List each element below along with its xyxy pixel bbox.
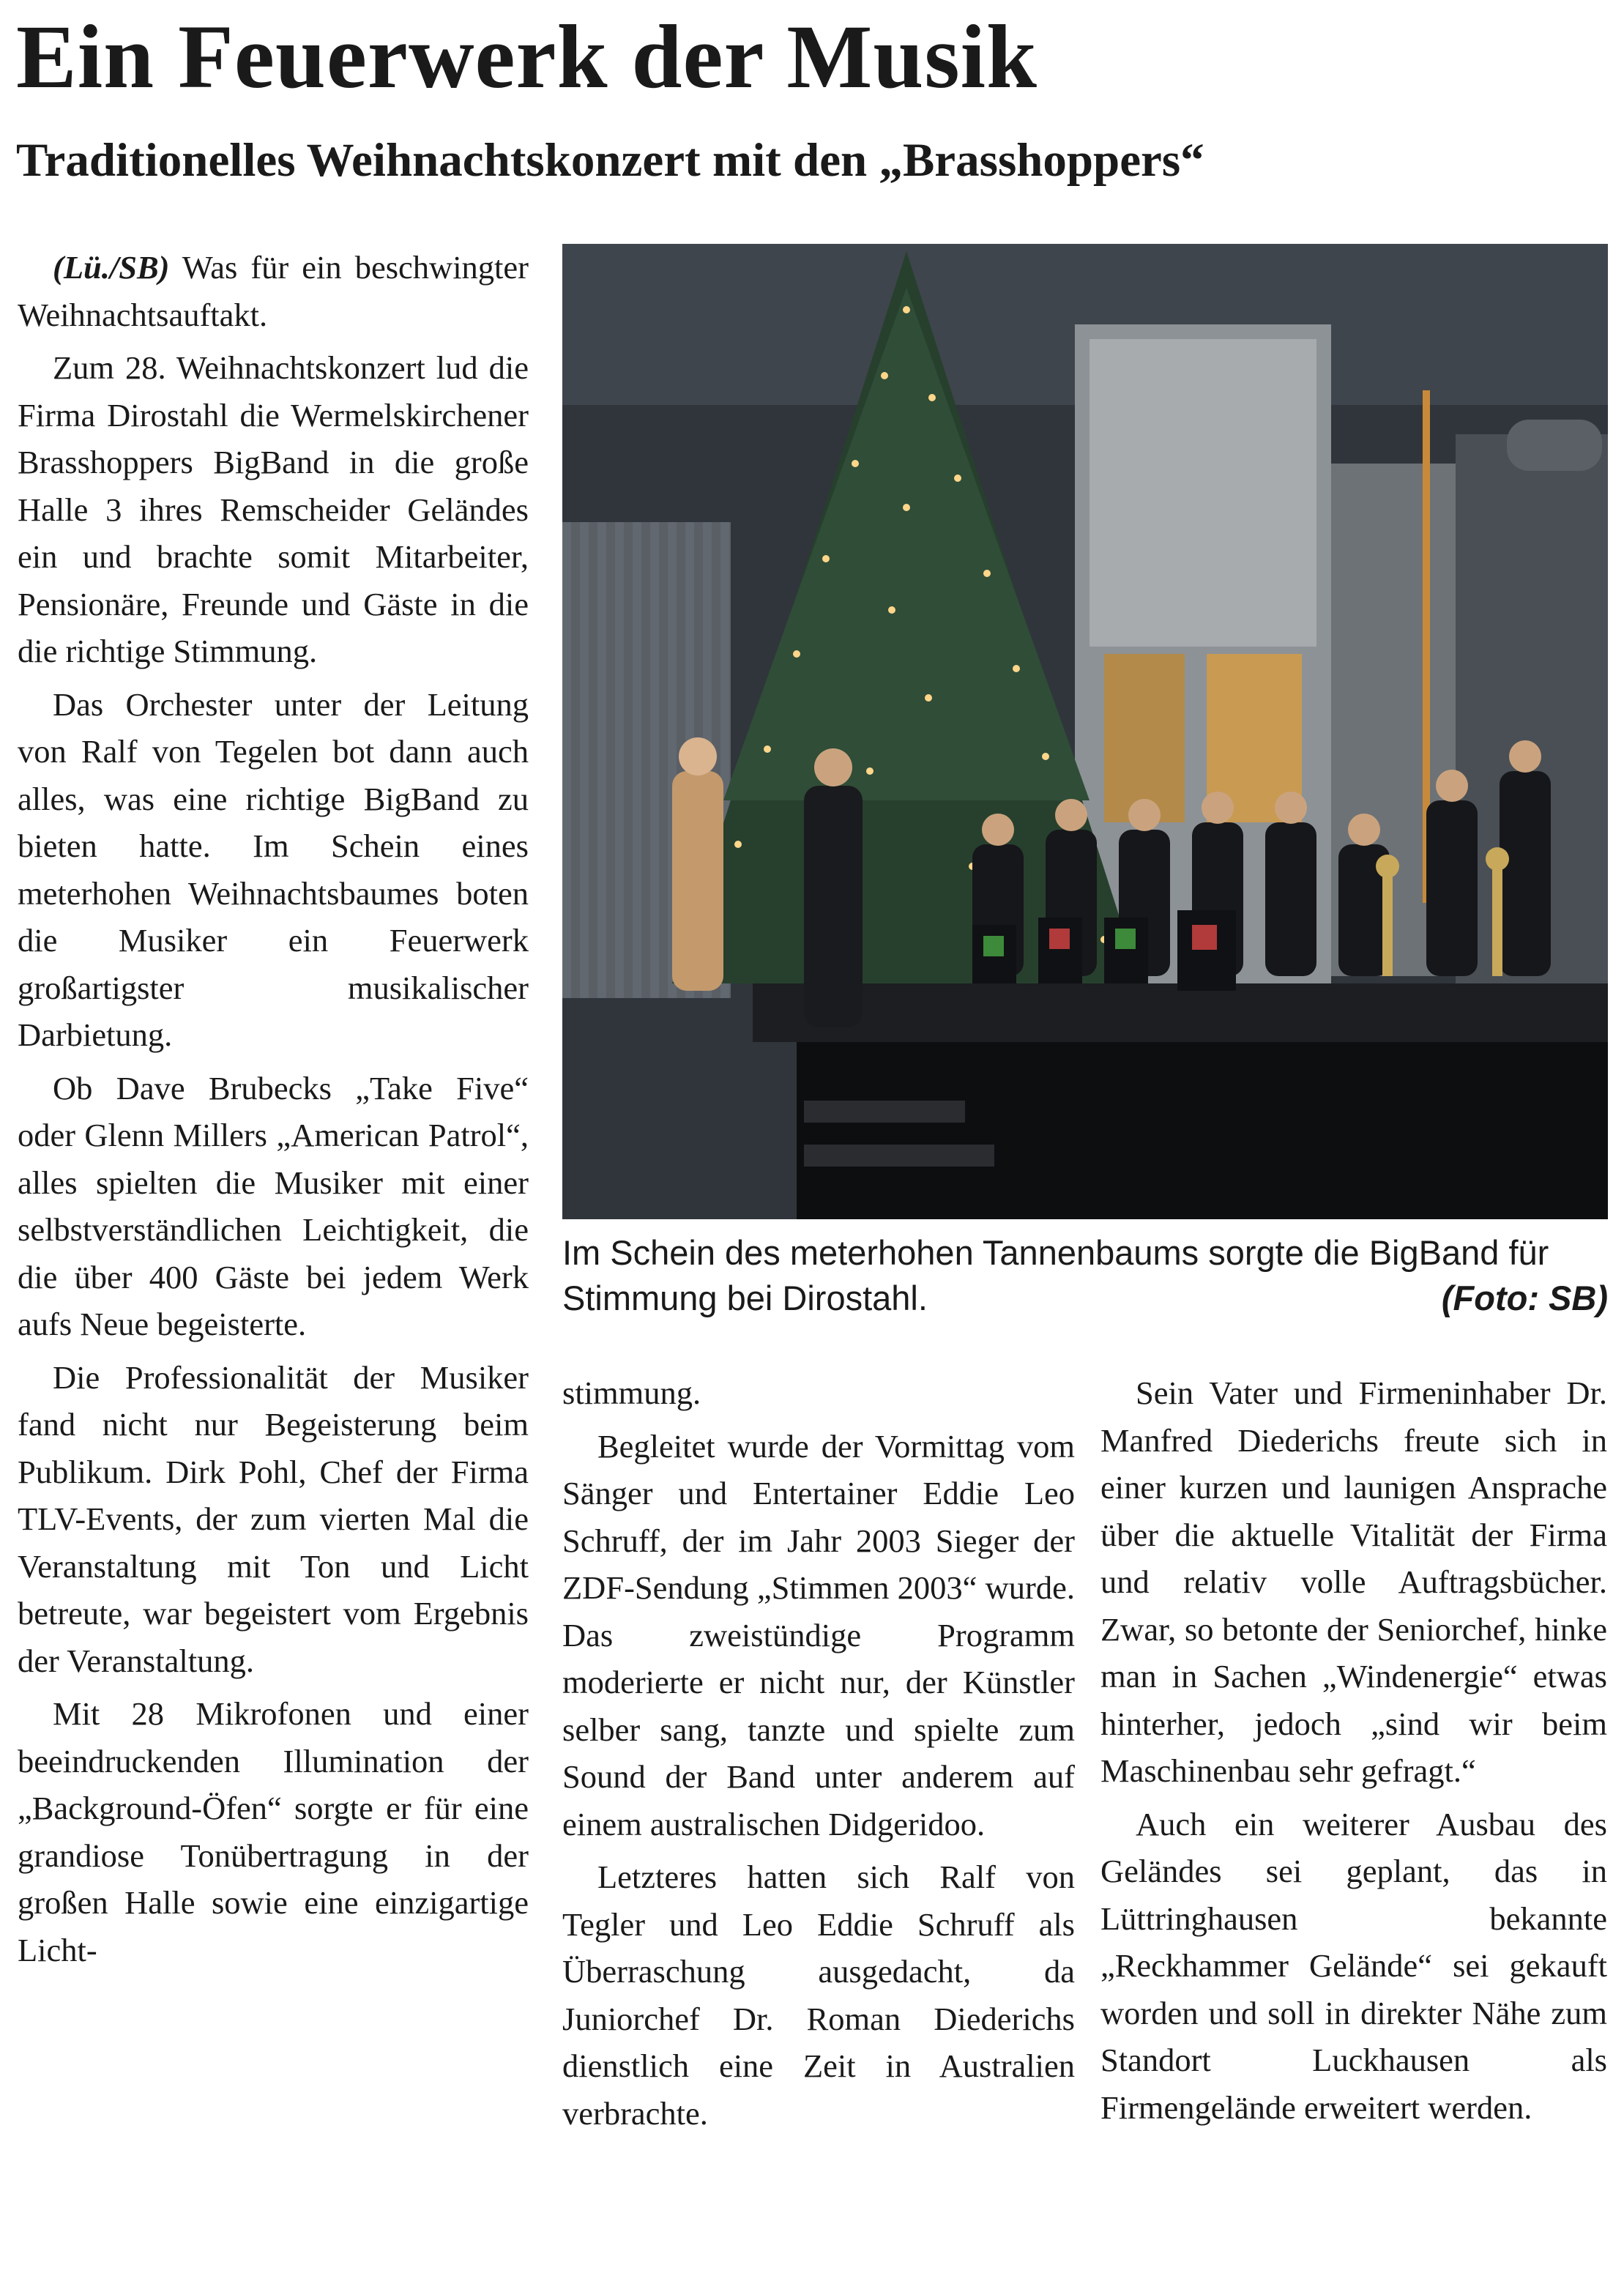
article-column-3 xyxy=(1100,1369,1607,2131)
photo-credit: (Foto: SB) xyxy=(1441,1279,1608,1317)
paragraph: Begleitet wurde der Vormittag vom Sänger und Entertainer Eddie Leo Schruff, der im Jahr 2003 Sieger der ZDF-Sendung „Stimmen 2003“ wurde. Das zweistündige Programm moderierte er nicht nur, der Künstler selber sang, tanzte und spielte zum Sound der Band unter anderem auf einem australischen Didgeridoo. xyxy=(562,1427,1075,1842)
paragraph: Das Orchester unter der Leitung von Ralf von Tegelen bot dann auch alles, was eine richtige BigBand zu bieten hatte. Im Schein eines meterhohen Weihnachtsbaumes boten die Musiker ein Feuerwerk großartigster musikalischer Darbietung. xyxy=(18,685,529,1053)
article-column-2 xyxy=(562,1369,1075,2137)
paragraph xyxy=(18,244,529,338)
paragraph: Zum 28. Weihnachtskonzert lud die Firma Dirostahl die Wermelskirchener Brasshoppers BigBand in die große Halle 3 ihres Remscheider Geländes ein und brachte somit Mitarbeiter, Pensionäre, Freunde und Gäste in die die richtige Stimmung. xyxy=(18,349,529,669)
paragraph-text: Was für ein beschwingter Weihnachtsauftakt. xyxy=(18,249,529,333)
photo-caption xyxy=(562,1230,1608,1321)
paragraph: stimmung. xyxy=(562,1374,701,1411)
headline: Ein Feuerwerk der Musik xyxy=(16,7,1038,107)
concert-photo-illustration xyxy=(562,244,1608,1219)
paragraph: Mit 28 Mikrofonen und einer beeindruckenden Illumination der „Background-Öfen“ sorgte er für eine grandiose Tonübertragung in der großen Halle sowie eine einzigartige Licht- xyxy=(18,1695,529,1968)
photo-caption-text: Im Schein des meterhohen Tannenbaums sorgte die BigBand für Stimmung bei Dirostahl. xyxy=(562,1233,1549,1317)
paragraph: Die Professionalität der Musiker fand nicht nur Begeisterung beim Publikum. Dirk Pohl, Chef der Firma TLV-Events, der zum vierten Mal die Veranstaltung mit Ton und Licht betreute, war begeistert vom Ergebnis der Veranstaltung. xyxy=(18,1358,529,1679)
article-column-1 xyxy=(18,244,529,1973)
paragraph: Sein Vater und Firmeninhaber Dr. Manfred Diederichs freute sich in einer kurzen und launigen Ansprache über die aktuelle Vitalität der Firma und relativ volle Auftragsbücher. Zwar, so betonte der Seniorchef, hinke man in Sachen „Windenergie“ etwas hinterher, jedoch „sind wir beim Maschinenbau sehr gefragt.“ xyxy=(1100,1374,1607,1789)
dateline: (Lü./SB) xyxy=(53,249,170,286)
paragraph: Auch ein weiterer Ausbau des Geländes sei geplant, das in Lüttringhausen bekannte „Reckhammer Gelände“ sei gekauft worden und soll in direkter Nähe zum Standort Luckhausen als Firmengelände erweitert werden. xyxy=(1100,1805,1607,2126)
concert-photo xyxy=(562,244,1608,1219)
paragraph: Ob Dave Brubecks „Take Five“ oder Glenn Millers „American Patrol“, alles spielten die Musiker mit einer selbstverständlichen Leichtigkeit, die die über 400 Gäste bei jedem Werk aufs Neue begeisterte. xyxy=(18,1069,529,1342)
subheadline: Traditionelles Weihnachtskonzert mit den „Brasshoppers“ xyxy=(16,134,1204,187)
paragraph: Letzteres hatten sich Ralf von Tegler und Leo Eddie Schruff als Überraschung ausgedacht, da Juniorchef Dr. Roman Diederichs dienstlich eine Zeit in Australien verbrachte. xyxy=(562,1859,1075,2132)
